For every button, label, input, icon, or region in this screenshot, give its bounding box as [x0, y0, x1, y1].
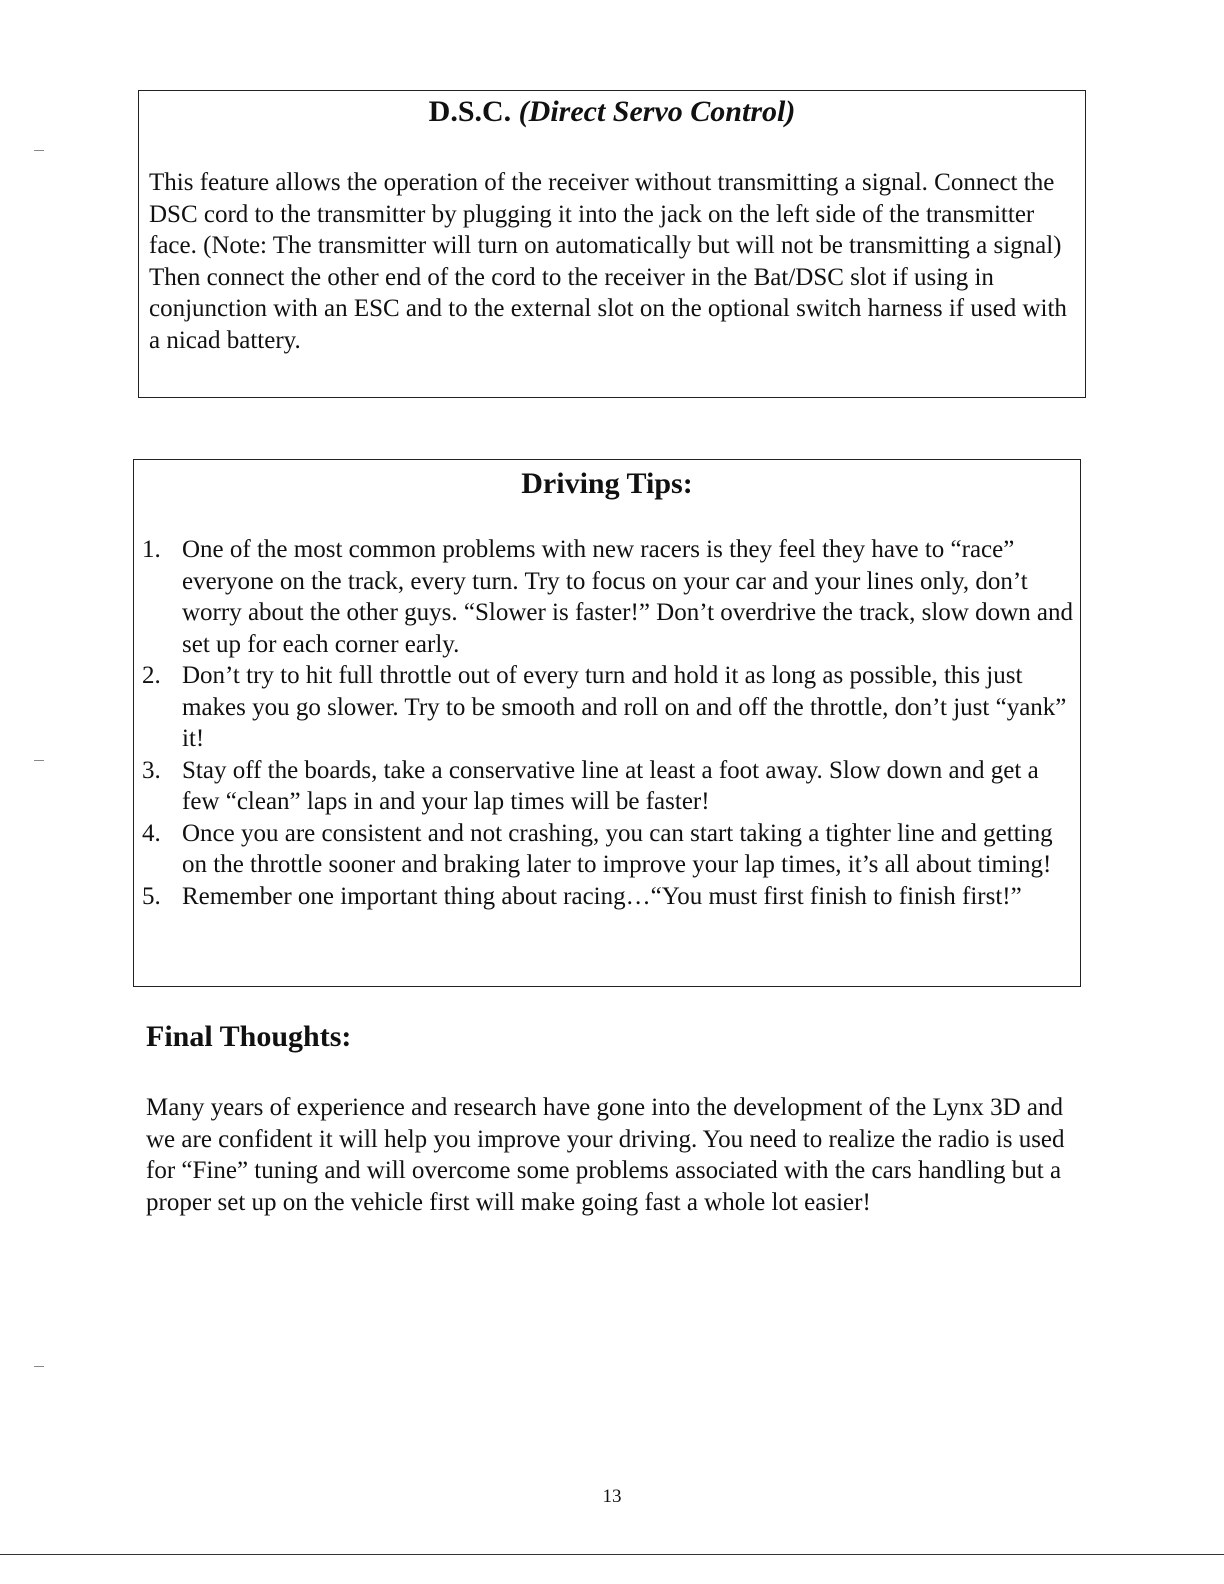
list-item: [142, 818, 1074, 881]
dsc-section-box: [138, 90, 1086, 398]
final-thoughts-heading: Final Thoughts:: [146, 1020, 352, 1053]
margin-mark: [34, 150, 44, 151]
list-item-text: Once you are consistent and not crashing, you can start taking a tighter line and getting on the throttle sooner and braking later to improve your lap times, it’s all about timing!: [182, 819, 1053, 878]
list-item-text: Stay off the boards, take a conservative line at least a foot away. Slow down and get a few “clean” laps in and your lap times will be faster!: [182, 756, 1039, 815]
list-item-text: Don’t try to hit full throttle out of every turn and hold it as long as possible, this just makes you go slower. Try to be smooth and roll on and off the throttle, don’t just “yank” it!: [182, 662, 1067, 752]
list-item: [142, 755, 1074, 818]
list-item-number: 3.: [142, 756, 161, 784]
driving-tips-box: [133, 459, 1081, 987]
list-item-number: 4.: [142, 819, 161, 847]
driving-tips-list: [142, 534, 1074, 912]
list-item-number: 2.: [142, 662, 161, 689]
bottom-divider: [0, 1554, 1224, 1555]
list-item-number: 1.: [142, 536, 161, 563]
margin-mark: [34, 1366, 44, 1367]
final-thoughts-body: Many years of experience and research have gone into the development of the Lynx 3D and we are confident it will help you improve your driving. You need to realize the radio is used for “Fine” tuning and will overcome some problems associated with the cars handling but a proper set up on the vehicle first will make going fast a whole lot easier!: [146, 1094, 1065, 1216]
list-item: [142, 660, 1074, 755]
dsc-title-plain: D.S.C.: [428, 95, 512, 128]
page-number: 13: [602, 1486, 622, 1507]
dsc-section-title: [139, 94, 1085, 130]
list-item: [142, 534, 1074, 660]
margin-mark: [34, 760, 44, 761]
dsc-title-italic: (Direct Servo Control): [518, 95, 796, 128]
list-item-text: One of the most common problems with new racers is they feel they have to “race” everyone on the track, every turn. Try to focus on your car and your lines only, don’t worry about the other guys. “Slower is faster!” Don’t overdrive the track, slow down and set up for each corner early.: [182, 536, 1073, 658]
driving-tips-title: Driving Tips:: [521, 467, 693, 500]
list-item-number: 5.: [142, 882, 161, 910]
list-item-text: Remember one important thing about racing…“You must first finish to finish first!”: [182, 882, 1022, 910]
dsc-section-body: This feature allows the operation of the receiver without transmitting a signal. Connect the DSC cord to the transmitter by plugging it into the jack on the left side of the transmitter face. (Note: The transmitter will turn on automatically but will not be transmitting a signal) Then connect the other end of the cord to the receiver in the Bat/DSC slot if using in conjunction with an ESC and to the external slot on the optional switch harness if used with a nicad battery.: [149, 169, 1067, 354]
list-item: [142, 881, 1074, 913]
